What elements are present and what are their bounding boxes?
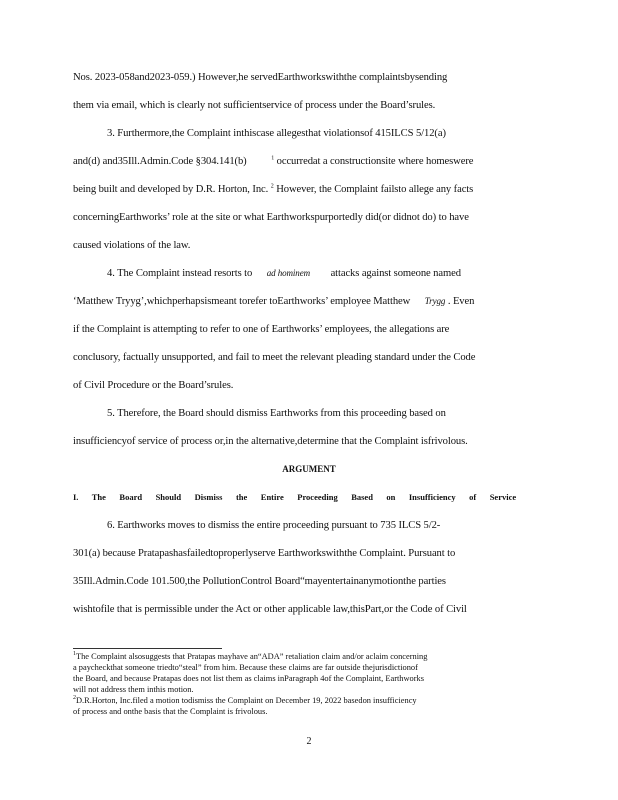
footnote-line: a paycheckthat someone triedto“steal” from him. Because these claims are far outside thejurisdictionof bbox=[73, 663, 418, 672]
section-heading: ARGUMENT bbox=[282, 464, 336, 474]
footnote-mark: 1 bbox=[271, 155, 275, 162]
footnote-line: will not address them inthis motion. bbox=[73, 685, 194, 694]
footnote-mark: 2 bbox=[270, 183, 274, 190]
footnote-2-line: $^2$D.R.Horton, Inc.filed a motion todismiss the Complaint on December 19, 2022 basedon insufficiency bbox=[73, 695, 417, 705]
footnote-1-line: $^1$The Complaint alsosuggests that Pratapas mayhave an“ADA” retaliation claim and/or aclaim concerning bbox=[73, 651, 428, 661]
text-line: wishtofile that is permissible under the Act or other applicable law,thisPart,or the Code of Civil bbox=[73, 604, 467, 615]
text-line: and(d) and35Ill.Admin.Code §304.141(b) $^1$ occurredat a constructionsite where homeswere bbox=[73, 155, 474, 167]
text-line: conclusory, factually unsupported, and fail to meet the relevant pleading standard under the Code bbox=[73, 352, 476, 363]
text-line: of Civil Procedure or the Board’srules. bbox=[73, 380, 234, 391]
footnote-divider bbox=[73, 648, 222, 649]
text-line: insufficiencyof service of process or,in the alternative,determine that the Complaint isfrivolous. bbox=[73, 436, 468, 447]
text-line: if the Complaint is attempting to refer to one of Earthworks’ employees, the allegations are bbox=[73, 324, 450, 335]
page-number: 2 bbox=[306, 736, 312, 747]
text-line: 35Ill.Admin.Code 101.500,the PollutionControl Board“mayentertainanymotionthe parties bbox=[73, 576, 446, 587]
text-line: them via email, which is clearly not sufficientservice of process under the Board’srules. bbox=[73, 100, 436, 111]
paragraph-4-line: 4. The Complaint instead resorts to ad hominem attacks against someone named bbox=[107, 268, 461, 279]
text-line: caused violations of the law. bbox=[73, 240, 191, 251]
footnote-line: the Board, and because Pratapas does not list them as claims inParagraph 4of the Complaint, Earthworks bbox=[73, 674, 424, 683]
paragraph-5-line: 5. Therefore, the Board should dismiss Earthworks from this proceeding based on bbox=[107, 408, 446, 419]
text-line: 301(a) because Pratapashasfailedtoproperlyserve Earthworkswiththe Complaint. Pursuant to bbox=[73, 548, 456, 559]
text-line: being built and developed by D.R. Horton, Inc. $^2$ However, the Complaint failsto allege any facts bbox=[73, 183, 474, 195]
text-line: ‘Matthew Tryyg’,whichperhapsismeant torefer toEarthworks’ employee Matthew Trygg . Even bbox=[73, 296, 475, 307]
paragraph-3-line: 3. Furthermore,the Complaint inthiscase allegesthat violationsof 415ILCS 5/12(a) bbox=[107, 128, 446, 139]
paragraph-6-line: 6. Earthworks moves to dismiss the entire proceeding pursuant to 735 ILCS 5/2- bbox=[107, 520, 441, 531]
text-line: Nos. 2023-058and2023-059.) However,he servedEarthworkswiththe complaintsbysending bbox=[73, 72, 448, 83]
subheading: I. The Board Should Dismiss the Entire Proceeding Based on Insufficiency of Service bbox=[73, 492, 517, 502]
footnote-line: of process and onthe basis that the Complaint is frivolous. bbox=[73, 707, 268, 716]
text-line: concerningEarthworks’ role at the site or what Earthworkspurportedly did(or didnot do) to have bbox=[73, 212, 469, 223]
